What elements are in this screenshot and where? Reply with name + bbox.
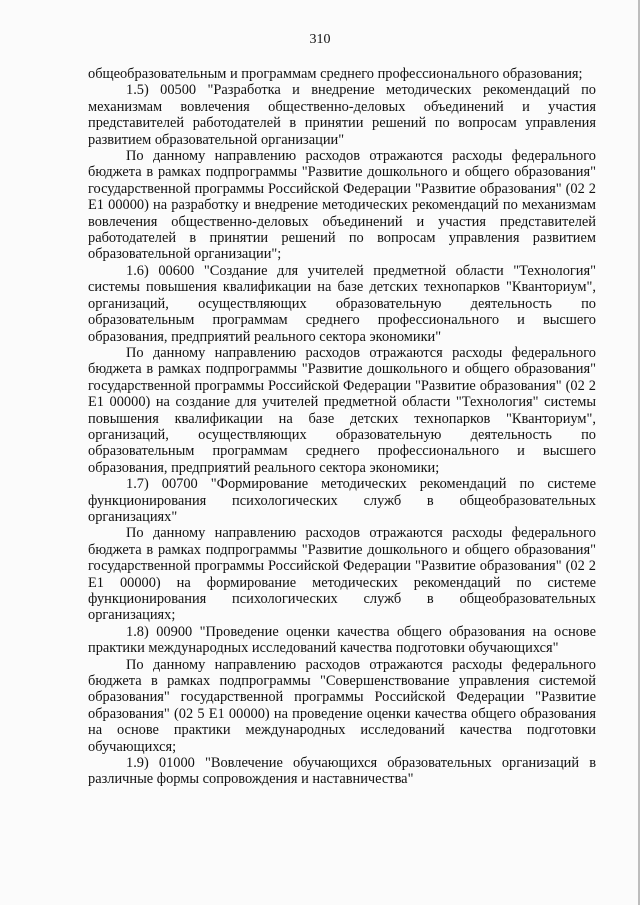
paragraph-continuation: общеобразовательным и программам среднего профессионального образования;	[88, 66, 583, 82]
paragraph-description-1-6: По данному направлению расходов отражаются расходы федерального бюджета в рамках подпрограммы "Развитие дошкольного и общего образования" государственной программы Российской Федерации "Развитие образования" (02 2 Е1 00000) на создание для учителей предметной области "Технология" системы повышения квалификации на базе детских технопарков "Кванториум", организаций, осуществляющих образовательную деятельность по образовательным программам среднего профессионального и высшего образования, предприятий реального сектора экономики;	[88, 344, 596, 476]
paragraph-item-1-9: 1.9) 01000 "Вовлечение обучающихся образовательных организаций в различные формы сопровождения и наставничества"	[88, 755, 596, 788]
page-number: 310	[309, 32, 331, 47]
paragraph-item-1-5: 1.5) 00500 "Разработка и внедрение методических рекомендаций по механизмам вовлечения общественно-деловых объединений и участия представителей работодателей в принятии решений по вопросам управления развитием образовательной организации"	[88, 82, 596, 148]
paragraph-item-1-7: 1.7) 00700 "Формирование методических рекомендаций по системе функционирования психологических служб в общеобразовательных организациях"	[88, 476, 596, 525]
paragraph-item-1-6: 1.6) 00600 "Создание для учителей предметной области "Технология" системы повышения квалификации на базе детских технопарков "Кванториум", организаций, осуществляющих образовательную деятельность по образовательным программам среднего профессионального и высшего образования, предприятий реального сектора экономики"	[88, 262, 596, 345]
paragraph-item-1-8: 1.8) 00900 "Проведение оценки качества общего образования на основе практики международных исследований качества подготовки обучающихся"	[88, 623, 596, 657]
paragraph-description-1-5: По данному направлению расходов отражаются расходы федерального бюджета в рамках подпрограммы "Развитие дошкольного и общего образования" государственной программы Российской Федерации "Развитие образования" (02 2 Е1 00000) на разработку и внедрение методических рекомендаций по механизмам вовлечения общественно-деловых объединений и участия представителей работодателей в принятии решений по вопросам управления развитием образовательной организации";	[88, 148, 596, 263]
document-body	[88, 66, 596, 788]
paragraph-description-1-7: По данному направлению расходов отражаются расходы федерального бюджета в рамках подпрограммы "Развитие дошкольного и общего образования" государственной программы Российской Федерации "Развитие образования" (02 2 Е1 00000) на формирование методических рекомендаций по системе функционирования психологических служб в общеобразовательных организациях;	[88, 525, 596, 624]
paragraph-description-1-8: По данному направлению расходов отражаются расходы федерального бюджета в рамках подпрограммы "Совершенствование управления системой образования" государственной программы Российской Федерации "Развитие образования" (02 5 Е1 00000) на проведение оценки качества общего образования на основе практики международных исследований качества подготовки обучающихся;	[88, 656, 596, 755]
